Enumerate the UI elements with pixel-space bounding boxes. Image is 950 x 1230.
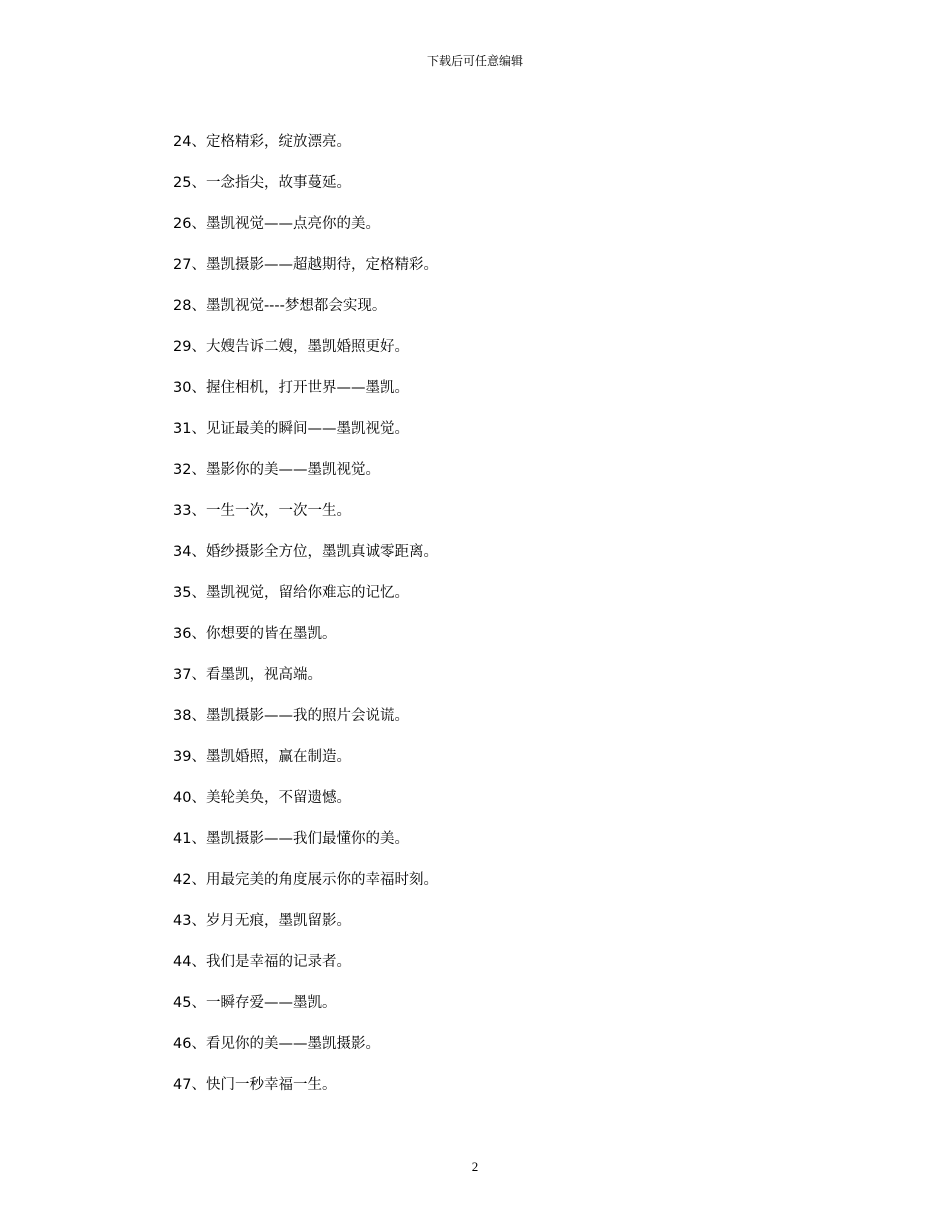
list-item: 33、一生一次，一次一生。 bbox=[173, 503, 351, 519]
list-item: 29、大嫂告诉二嫂，墨凯婚照更好。 bbox=[173, 339, 409, 355]
list-item: 36、你想要的皆在墨凯。 bbox=[173, 626, 337, 642]
list-item: 45、一瞬存爱——墨凯。 bbox=[173, 995, 337, 1011]
list-item: 35、墨凯视觉，留给你难忘的记忆。 bbox=[173, 585, 409, 601]
list-item: 41、墨凯摄影——我们最懂你的美。 bbox=[173, 831, 409, 847]
page-number: 2 bbox=[471, 1159, 479, 1174]
list-item: 24、定格精彩，绽放漂亮。 bbox=[173, 134, 351, 150]
list-item: 43、岁月无痕，墨凯留影。 bbox=[173, 913, 351, 929]
list-item: 30、握住相机，打开世界——墨凯。 bbox=[173, 380, 409, 396]
slogan-list bbox=[173, 131, 438, 1115]
list-item: 42、用最完美的角度展示你的幸福时刻。 bbox=[173, 872, 438, 888]
list-item: 31、见证最美的瞬间——墨凯视觉。 bbox=[173, 421, 409, 437]
list-item: 44、我们是幸福的记录者。 bbox=[173, 954, 351, 970]
page-header: 下载后可任意编辑 bbox=[426, 54, 523, 68]
list-item: 47、快门一秒幸福一生。 bbox=[173, 1077, 337, 1093]
list-item: 26、墨凯视觉——点亮你的美。 bbox=[173, 216, 380, 232]
list-item: 39、墨凯婚照，赢在制造。 bbox=[173, 749, 351, 765]
list-item: 27、墨凯摄影——超越期待，定格精彩。 bbox=[173, 257, 438, 273]
list-item: 40、美轮美奂，不留遗憾。 bbox=[173, 790, 351, 806]
list-item: 37、看墨凯，视高端。 bbox=[173, 667, 322, 683]
list-item: 25、一念指尖，故事蔓延。 bbox=[173, 175, 351, 191]
list-item: 38、墨凯摄影——我的照片会说谎。 bbox=[173, 708, 409, 724]
list-item: 32、墨影你的美——墨凯视觉。 bbox=[173, 462, 380, 478]
list-item: 46、看见你的美——墨凯摄影。 bbox=[173, 1036, 380, 1052]
list-item: 34、婚纱摄影全方位，墨凯真诚零距离。 bbox=[173, 544, 438, 560]
list-item: 28、墨凯视觉----梦想都会实现。 bbox=[173, 298, 387, 314]
